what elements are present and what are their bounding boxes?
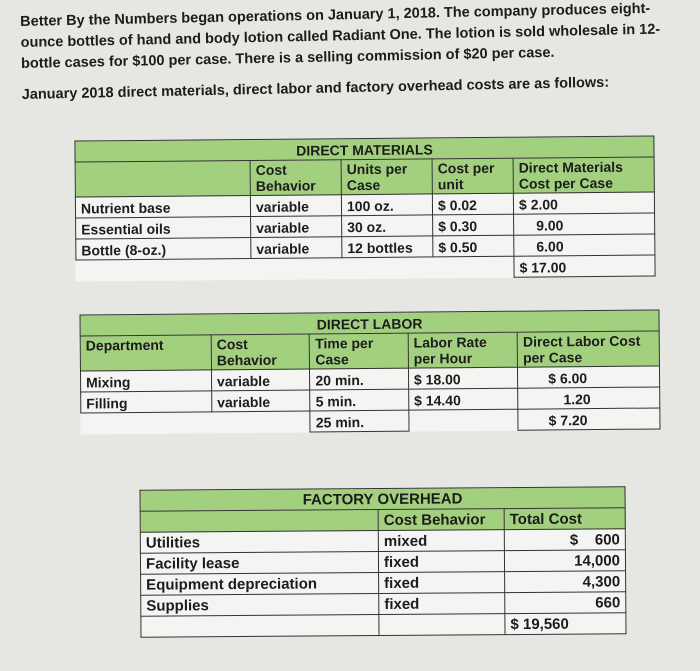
- header-cell: Total Cost: [504, 508, 625, 530]
- header-cell: Labor Rate per Hour: [408, 332, 518, 368]
- header-cell: Direct Labor Cost per Case: [517, 331, 659, 367]
- direct-materials-table: [74, 135, 655, 281]
- cell: 20 min.: [310, 368, 409, 390]
- blank: [76, 256, 514, 281]
- cell: variable: [250, 195, 341, 217]
- cell: $ 14.40: [409, 388, 518, 410]
- cell: $ 0.50: [433, 235, 514, 257]
- cell: Equipment depreciation: [141, 573, 379, 596]
- intro-paragraph-costs: January 2018 direct materials, direct labor and factory overhead costs are as follows:: [21, 74, 610, 103]
- cell: 4,300: [505, 571, 626, 593]
- intro-text: [20, 0, 687, 116]
- cell: 5 min.: [310, 389, 409, 411]
- cell: fixed: [378, 551, 504, 573]
- cell: variable: [212, 390, 311, 412]
- blank: [81, 411, 311, 434]
- cell: 30 oz.: [342, 215, 433, 237]
- factory-overhead-table: [139, 486, 626, 637]
- intro-paragraph: Better By the Numbers began operations on January 1, 2018. The company produces eight-ounce bottles of hand and body lotion called Radiant One. The lotion is sold wholesale in 12-bottle cases for $100 per case. There is a selling commission of $20 per case.: [20, 0, 661, 72]
- cell: $ 2.00: [513, 192, 654, 214]
- cell: fixed: [379, 572, 505, 594]
- cell: fixed: [379, 593, 505, 615]
- cell: variable: [251, 237, 342, 259]
- cell: 14,000: [504, 550, 625, 572]
- header-cell: Direct Materials Cost per Case: [513, 157, 654, 193]
- direct-labor-table: [79, 309, 660, 434]
- cell: Facility lease: [140, 552, 378, 575]
- cell: Bottle (8-oz.): [76, 237, 251, 260]
- cell: $ 18.00: [408, 367, 517, 389]
- header-cell: [75, 161, 250, 198]
- cell: $ 600: [504, 529, 625, 551]
- table-title: DIRECT LABOR: [80, 310, 659, 336]
- cell: variable: [251, 216, 342, 238]
- cell: Mixing: [80, 370, 211, 392]
- cell: 660: [505, 592, 626, 614]
- cell: Filling: [81, 391, 212, 413]
- header-cell: Units per Case: [341, 159, 432, 195]
- total-cell: $ 19,560: [505, 613, 626, 635]
- header-cell: [140, 510, 378, 533]
- cell: 9.00: [514, 213, 655, 235]
- cell: Essential oils: [76, 216, 251, 239]
- header-cell: Cost Behavior: [250, 160, 341, 196]
- table-title: FACTORY OVERHEAD: [140, 487, 625, 511]
- cell: 6.00: [514, 234, 655, 256]
- blank: [141, 615, 379, 638]
- header-cell: Department: [80, 335, 211, 371]
- cell: $ 6.00: [518, 366, 660, 388]
- cell: Nutrient base: [75, 195, 250, 218]
- header-cell: Cost per unit: [432, 158, 513, 194]
- header-cell: Time per Case: [310, 333, 409, 369]
- cell: $ 0.02: [432, 193, 513, 215]
- total-cell: $ 7.20: [518, 408, 660, 430]
- cell: $ 0.30: [433, 214, 514, 236]
- cell: Utilities: [140, 531, 378, 554]
- cell: variable: [211, 369, 310, 391]
- total-time-cell: 25 min.: [310, 410, 409, 432]
- total-cell: $ 17.00: [514, 255, 655, 277]
- table-title: DIRECT MATERIALS: [75, 136, 654, 162]
- cell: Supplies: [141, 594, 379, 617]
- blank: [409, 409, 518, 431]
- cell: 100 oz.: [341, 194, 432, 216]
- header-cell: Cost Behavior: [211, 334, 310, 370]
- blank: [379, 614, 505, 636]
- cell: 12 bottles: [342, 236, 433, 258]
- cell: mixed: [378, 530, 504, 552]
- header-cell: Cost Behavior: [378, 509, 504, 531]
- cell: 1.20: [518, 387, 660, 409]
